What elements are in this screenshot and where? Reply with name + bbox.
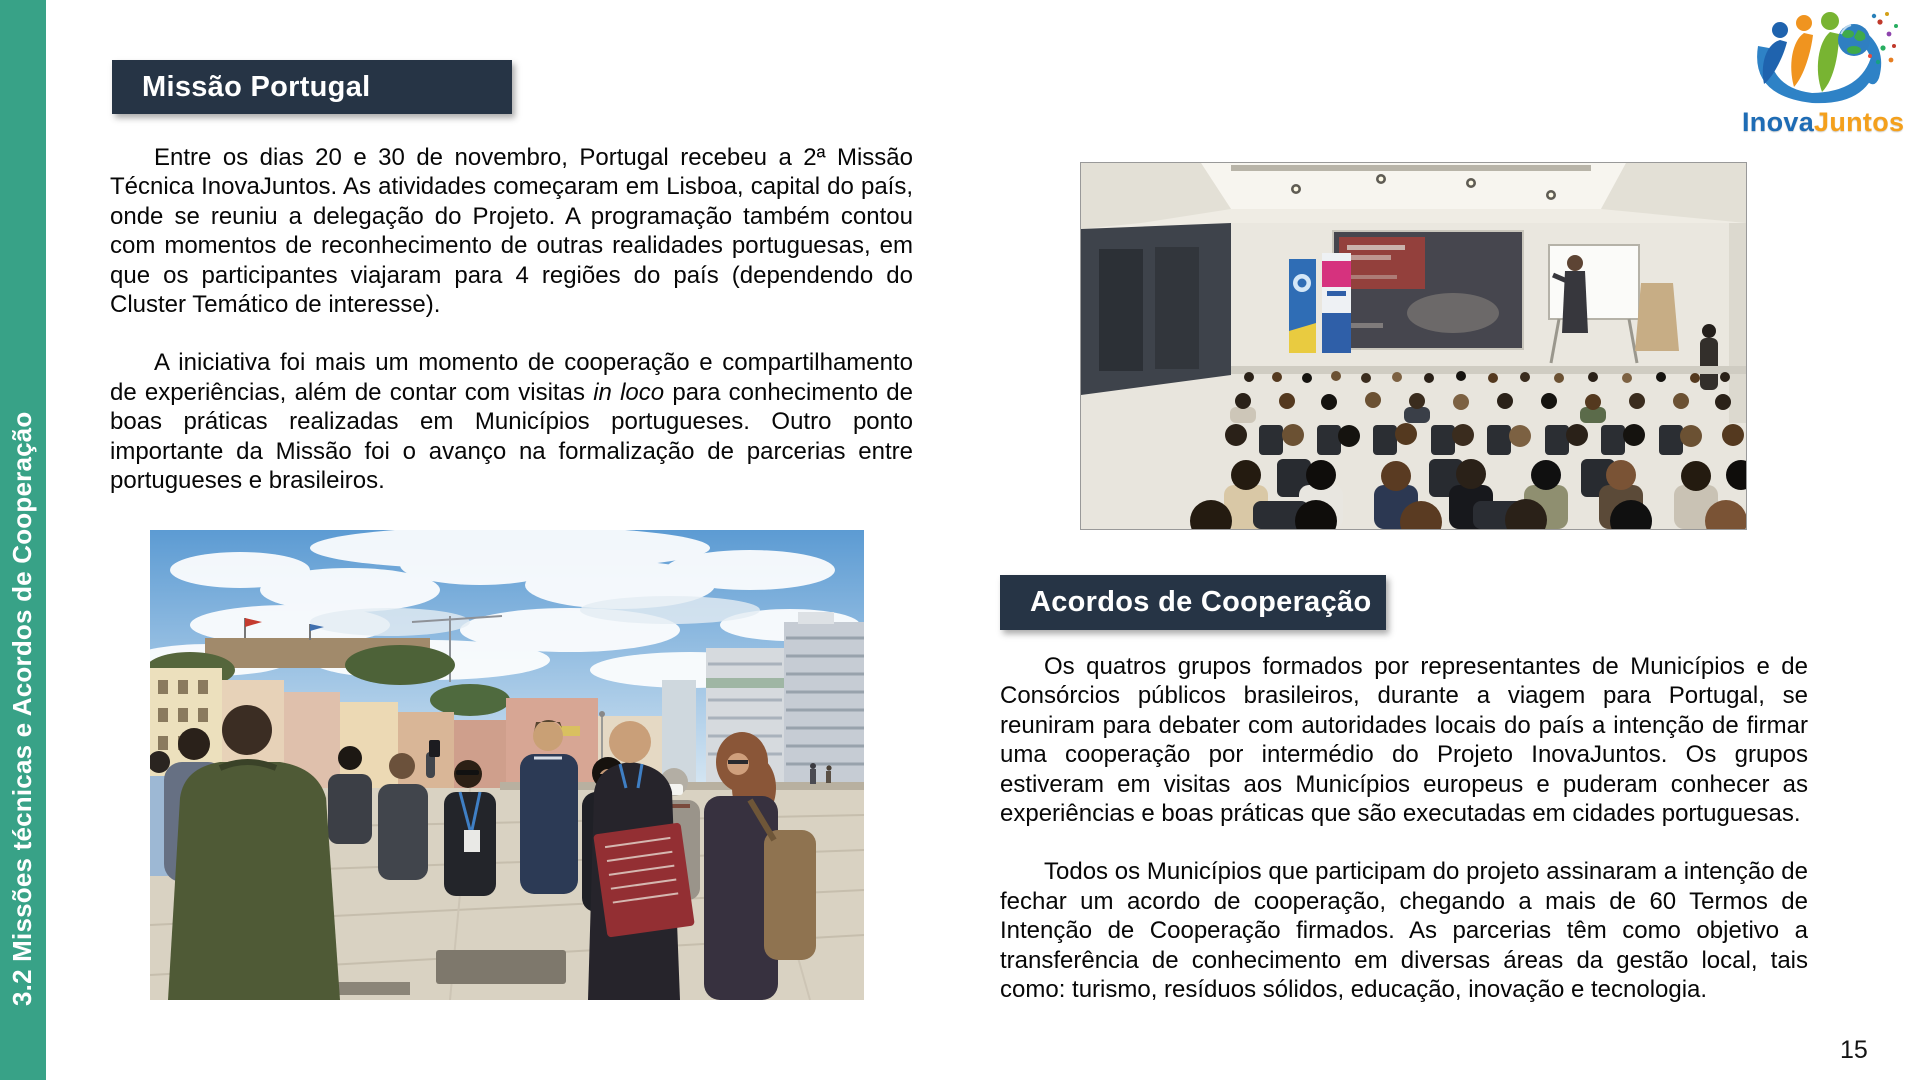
section-heading-missao-portugal <box>112 60 512 114</box>
inovajuntos-logo <box>1742 8 1905 138</box>
latin-phrase: in loco <box>593 378 665 406</box>
logo-text-juntos: Juntos <box>1814 107 1905 137</box>
section-title: Acordos de Cooperação <box>1030 586 1372 618</box>
paragraph: A iniciativa foi mais um momento de cooperação e compartilhamento de experiências, além de contar com visitas in loco para conhecimento de boas práticas realizadas em Municípios portugueses. Outro ponto importante da Missão foi o avanço na formalização de parcerias entre portugueses e brasileiros. <box>110 349 914 495</box>
logo-wordmark <box>1742 107 1905 138</box>
page-number: 15 <box>1840 1036 1868 1064</box>
globe-icon <box>1838 24 1870 56</box>
paragraph: Os quatros grupos formados por representantes de Municípios e de Consórcios públicos brasileiros, durante a viagem para Portugal, se reuniram para debater com autoridades locais do país a intenção de firmar uma cooperação por intermédio do Projeto InovaJuntos. Os grupos estiveram em visitas aos Municípios europeus e puderam conhecer as experiências e boas práticas que são executadas em cidades portuguesas. <box>1000 653 1808 828</box>
acordos-text <box>1000 652 1808 1033</box>
logo-text-inova: Inova <box>1742 107 1815 137</box>
section-heading-acordos <box>1000 575 1386 630</box>
street-group-photo <box>150 530 864 1000</box>
chapter-title: 3.2 Missões técnicas e Acordos de Cooperação <box>7 411 37 1006</box>
section-title: Missão Portugal <box>142 70 371 103</box>
paragraph: Todos os Municípios que participam do projeto assinaram a intenção de fechar um acordo de cooperação, chegando a mais de 60 Termos de Intenção de Cooperação firmados. As parcerias têm como objetivo a transferência de conhecimento em diversas áreas da gestão local, tais como: turismo, resíduos sólidos, educação, inovação e tecnologia. <box>1000 858 1808 1004</box>
paragraph: Entre os dias 20 e 30 de novembro, Portugal recebeu a 2ª Missão Técnica InovaJuntos. As atividades começaram em Lisboa, capital do país, onde se reuniu a delegação do Projeto. A programação também contou com momentos de reconhecimento de outras realidades portuguesas, em que os participantes viajaram para 4 regiões do país (dependendo do Cluster Temático de interesse). <box>110 144 913 319</box>
conference-photo <box>1080 162 1747 530</box>
missao-portugal-text <box>110 143 913 524</box>
logo-figures-globe <box>1742 8 1900 108</box>
chapter-sidebar <box>0 0 46 1080</box>
